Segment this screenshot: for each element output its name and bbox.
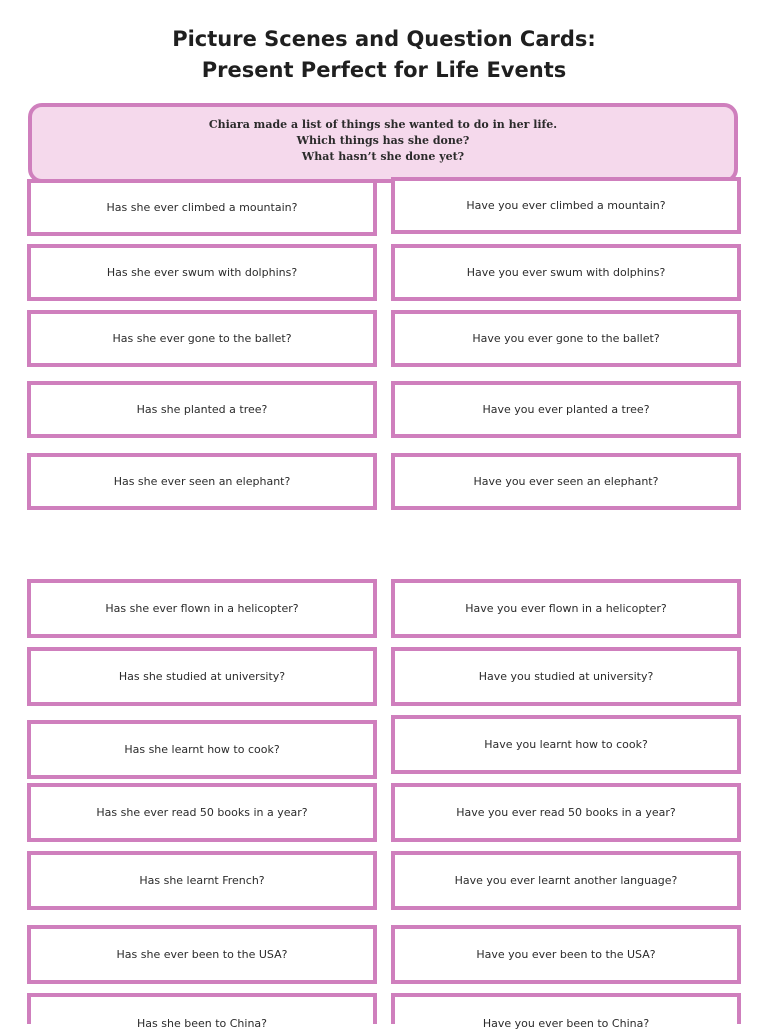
question-card-she xyxy=(27,310,377,367)
card-text: Have you ever been to China? xyxy=(482,1017,650,1030)
card-text: Have you studied at university? xyxy=(478,670,654,683)
question-card-you xyxy=(391,453,741,510)
question-card-she xyxy=(27,179,377,236)
question-card-she xyxy=(27,993,377,1030)
card-text: Have you ever climbed a mountain? xyxy=(466,199,666,212)
question-card-you xyxy=(391,579,741,638)
title-line-2: Present Perfect for Life Events xyxy=(201,58,567,82)
card-text: Has she planted a tree? xyxy=(136,403,268,416)
question-card-you xyxy=(391,244,741,301)
question-card-you xyxy=(391,310,741,367)
card-text: Have you ever been to the USA? xyxy=(476,948,656,961)
question-card-you xyxy=(391,715,741,774)
card-text: Has she ever climbed a mountain? xyxy=(106,201,298,214)
card-text: Has she ever read 50 books in a year? xyxy=(96,806,308,819)
question-card-you xyxy=(391,647,741,706)
question-card-you xyxy=(391,925,741,984)
card-text: Has she ever flown in a helicopter? xyxy=(105,602,299,615)
card-text: Have you ever read 50 books in a year? xyxy=(456,806,676,819)
page-title xyxy=(0,24,768,86)
intro-line-3: What hasn’t she done yet? xyxy=(301,150,465,163)
question-card-she xyxy=(27,783,377,842)
intro-box xyxy=(28,103,738,183)
question-card-you xyxy=(391,993,741,1030)
question-card-you xyxy=(391,177,741,234)
card-text: Has she learnt French? xyxy=(139,874,265,887)
question-card-she xyxy=(27,244,377,301)
card-text: Have you learnt how to cook? xyxy=(484,738,648,751)
card-text: Have you ever planted a tree? xyxy=(482,403,650,416)
intro-line-1: Chiara made a list of things she wanted to do in her life. xyxy=(208,118,558,131)
question-card-she xyxy=(27,925,377,984)
card-text: Has she ever seen an elephant? xyxy=(113,475,291,488)
question-card-she xyxy=(27,851,377,910)
question-card-she xyxy=(27,579,377,638)
intro-line-2: Which things has she done? xyxy=(296,134,470,147)
question-card-she xyxy=(27,453,377,510)
question-card-she xyxy=(27,381,377,438)
card-text: Has she learnt how to cook? xyxy=(124,743,280,756)
question-card-she xyxy=(27,647,377,706)
card-text: Have you ever seen an elephant? xyxy=(473,475,659,488)
card-text: Has she studied at university? xyxy=(118,670,286,683)
card-text: Has she ever been to the USA? xyxy=(116,948,288,961)
question-card-you xyxy=(391,381,741,438)
card-text: Have you ever learnt another language? xyxy=(454,874,678,887)
card-text: Have you ever swum with dolphins? xyxy=(466,266,666,279)
title-line-1: Picture Scenes and Question Cards: xyxy=(172,27,596,51)
question-card-you xyxy=(391,783,741,842)
card-text: Has she been to China? xyxy=(137,1017,267,1030)
question-card-you xyxy=(391,851,741,910)
question-card-she xyxy=(27,720,377,779)
card-text: Have you ever gone to the ballet? xyxy=(472,332,660,345)
card-text: Have you ever flown in a helicopter? xyxy=(465,602,667,615)
card-text: Has she ever gone to the ballet? xyxy=(112,332,292,345)
card-text: Has she ever swum with dolphins? xyxy=(106,266,298,279)
